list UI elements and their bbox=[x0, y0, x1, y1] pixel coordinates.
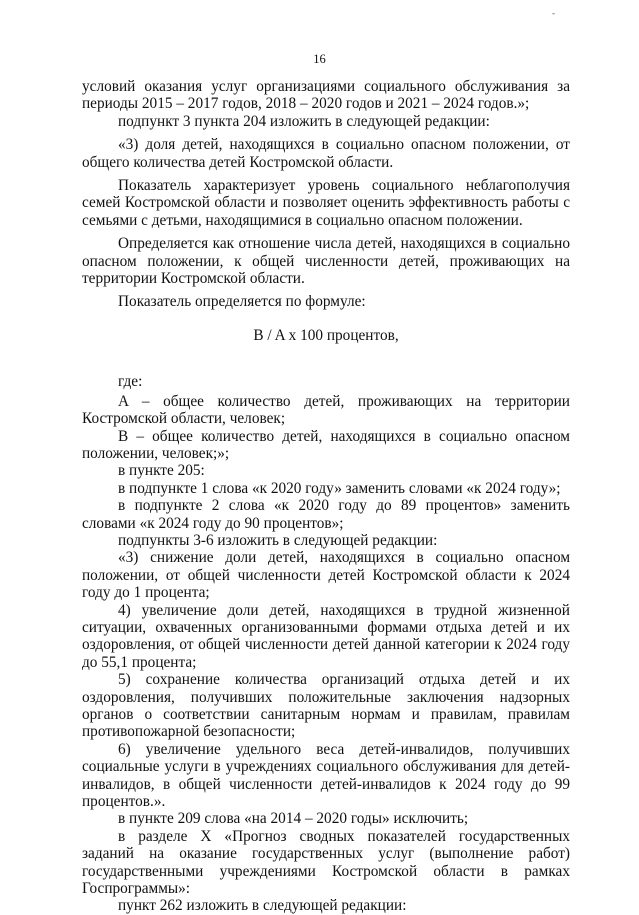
paragraph-where: где: bbox=[118, 373, 143, 391]
paragraph-point-262: пункт 262 изложить в следующей редакции: bbox=[118, 897, 407, 915]
paragraph-determination: Определяется как отношение числа детей, находящихся в социально опасном положении, к общей численности детей, проживающих на территории Костромской области. bbox=[82, 235, 570, 288]
document-body bbox=[82, 78, 570, 915]
paragraph-variable-a: A – общее количество детей, проживающих на территории Костромской области, человек; bbox=[82, 392, 570, 428]
page-number: 16 bbox=[313, 52, 326, 66]
paragraph-subpoints-3-6: подпункты 3-6 изложить в следующей редакции: bbox=[118, 531, 438, 549]
formula: B / A x 100 процентов, bbox=[253, 326, 399, 344]
paragraph-indicator-characteristic: Показатель характеризует уровень социального неблагополучия семей Костромской области и позволяет оценить эффективность работы с семьями с детьми, находящимися в социально опасном положении. bbox=[82, 177, 570, 229]
paragraph-instruction-204: подпункт 3 пункта 204 изложить в следующей редакции: bbox=[118, 112, 490, 130]
paragraph-subpoint-2: в подпункте 2 слова «к 2020 году до 89 процентов» заменить словами «к 2024 году до 90 процентов»; bbox=[82, 497, 570, 532]
paragraph-indicator-definition: «3) доля детей, находящихся в социально опасном положении, от общего количества детей Костромской области. bbox=[82, 136, 570, 171]
corner-mark: - bbox=[552, 8, 555, 18]
paragraph-variable-b: B – общее количество детей, находящихся в социально опасном положении, человек;»; bbox=[82, 427, 570, 462]
paragraph-point-205: в пункте 205: bbox=[118, 462, 205, 480]
paragraph-subpoint-1: в подпункте 1 слова «к 2020 году» заменить словами «к 2024 году»; bbox=[118, 479, 561, 497]
paragraph-item-6: 6) увеличение удельного веса детей-инвалидов, получивших социальные услуги в учреждениях социального обслуживания для детей-инвалидов, в общей численности детей-инвалидов к 2024 году до 99 процентов.». bbox=[82, 740, 570, 811]
paragraph-section-x: в разделе X «Прогноз сводных показателей государственных заданий на оказание государственных услуг (выполнение работ) государственными учреждениями Костромской области в рамках Госпрограммы»: bbox=[82, 827, 570, 898]
paragraph-item-3: «3) снижение доли детей, находящихся в социально опасном положении, от общей численности детей Костромской области к 2024 году до 1 процента; bbox=[82, 549, 570, 602]
paragraph-point-209: в пункте 209 слова «на 2014 – 2020 годы» исключить; bbox=[118, 810, 469, 828]
paragraph-item-5: 5) сохранение количества организаций отдыха детей и их оздоровления, получивших положительные заключения надзорных органов о соответствии санитарным нормам и правилам, правилам противопожарной безопасности; bbox=[82, 671, 570, 741]
paragraph-continuation: условий оказания услуг организациями социального обслуживания за периоды 2015 – 2017 годов, 2018 – 2020 годов и 2021 – 2024 годов.»; bbox=[82, 78, 570, 113]
paragraph-formula-intro: Показатель определяется по формуле: bbox=[118, 293, 366, 311]
paragraph-item-4: 4) увеличение доли детей, находящихся в трудной жизненной ситуации, охваченных организованными формами отдыха детей и их оздоровления, от общей численности детей данной категории к 2024 году до 55,1 процента; bbox=[82, 601, 570, 671]
